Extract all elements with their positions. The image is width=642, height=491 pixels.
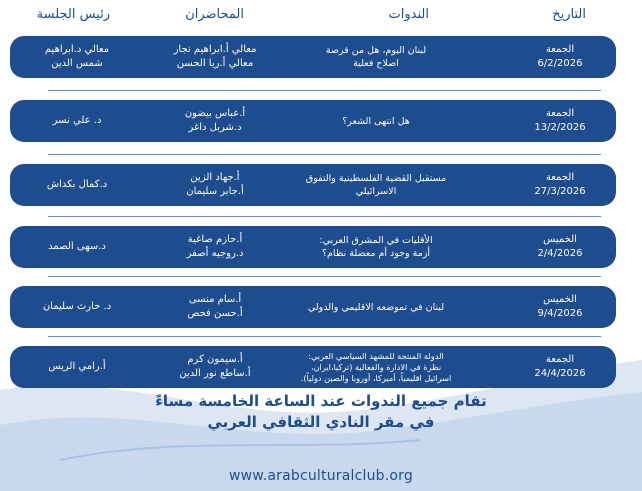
seminar-topic-line: الدولة المنتجة للمشهد السياسي العربي: xyxy=(308,350,444,361)
seminar-topic-line: لبنان اليوم، هل من فرصة xyxy=(325,45,427,56)
seminar-date-cell xyxy=(506,346,614,388)
seminar-lecturer-line: أ.جابر سليمان xyxy=(186,186,244,197)
seminar-day: الخميس xyxy=(543,294,577,305)
seminar-lecturer-line: أ.حازم صاغية xyxy=(187,234,243,245)
seminar-chair-cell xyxy=(12,346,142,388)
seminar-lecturers-cell xyxy=(150,346,280,388)
seminar-date-cell xyxy=(506,226,614,268)
seminar-date: 27/3/2026 xyxy=(534,186,586,197)
seminar-topic-cell xyxy=(288,286,464,328)
seminar-chair-line: شمس الدين xyxy=(51,58,103,69)
footer-venue-note: في مقر النادي الثقافي العربي xyxy=(207,413,435,431)
seminar-date: 9/4/2026 xyxy=(537,308,583,319)
seminar-day: الجمعة xyxy=(545,44,575,55)
seminar-day: الجمعة xyxy=(545,354,575,365)
seminar-chair-line: معالي د.ابراهيم xyxy=(44,44,110,55)
seminar-row xyxy=(10,36,616,78)
seminar-date: 24/4/2026 xyxy=(534,368,586,379)
seminar-lecturer-line: أ.سام منسى xyxy=(188,294,242,305)
header-lecturers: المحاضران xyxy=(185,7,244,22)
header-date: التاريخ xyxy=(552,7,586,22)
seminar-topic-cell xyxy=(288,226,464,268)
seminar-date: 2/4/2026 xyxy=(537,248,583,259)
seminar-date-cell xyxy=(506,36,614,78)
seminar-lecturer-line: أ.عباس بيضون xyxy=(184,108,246,119)
seminar-day: الخميس xyxy=(543,234,577,245)
row-separator xyxy=(48,216,601,217)
seminar-day: الجمعة xyxy=(545,108,575,119)
seminar-chair-cell xyxy=(12,164,142,206)
seminar-row xyxy=(10,100,616,142)
website-link[interactable]: www.arabculturalclub.org xyxy=(229,468,413,484)
seminar-topic-cell xyxy=(288,346,464,388)
seminar-lecturer-line: أ.حسن فحص xyxy=(187,308,243,319)
seminar-lecturer-line: د.شربل داغر xyxy=(188,122,242,133)
seminar-lecturer-line: أ.سيمون كرم xyxy=(187,354,243,365)
seminar-date: 6/2/2026 xyxy=(537,58,583,69)
seminar-chair-cell xyxy=(12,36,142,78)
seminar-row xyxy=(10,226,616,268)
seminar-lecturer-line: معالي أ.ريا الحسن xyxy=(176,58,254,69)
seminar-topic-line: هل انتهى الشعر؟ xyxy=(342,115,410,127)
seminar-date-cell xyxy=(506,164,614,206)
row-separator xyxy=(48,90,601,91)
seminar-chair-cell xyxy=(12,226,142,268)
seminar-topic-line: اسرائيل اقليمياً، أميركا، أوروبا والصين دولياً). xyxy=(300,372,452,383)
header-topics: الندوات xyxy=(388,7,429,22)
seminar-topic-line: مستقبل القضية الفلسطينية والتفوق xyxy=(305,173,447,184)
seminar-chair-line: د.كمال بكداش xyxy=(46,179,108,190)
header-chair: رئيس الجلسة xyxy=(36,7,110,22)
seminar-row xyxy=(10,286,616,328)
seminar-chair-line: د.سهى الصمد xyxy=(48,241,106,252)
seminar-day: الجمعة xyxy=(545,172,575,183)
seminar-lecturer-line: د.روجيه أصفر xyxy=(186,248,244,259)
seminar-chair-cell xyxy=(12,100,142,142)
seminar-date-cell xyxy=(506,286,614,328)
seminar-chair-line: د. علي نسر xyxy=(52,115,102,126)
seminar-chair-line: أ.رامي الريس xyxy=(48,361,106,372)
row-separator xyxy=(48,154,601,155)
seminar-topic-cell xyxy=(288,100,464,142)
seminar-lecturer-line: معالي أ.ابراهيم نجار xyxy=(173,44,257,55)
row-separator xyxy=(48,336,601,337)
seminar-lecturers-cell xyxy=(150,36,280,78)
seminar-date-cell xyxy=(506,100,614,142)
seminar-lecturers-cell xyxy=(150,226,280,268)
seminar-topic-cell xyxy=(288,164,464,206)
seminar-topic-line: أزمة وجود أم معضلة نظام؟ xyxy=(322,248,431,259)
seminar-chair-line: د. حارث سليمان xyxy=(42,301,112,312)
table-header xyxy=(0,0,642,32)
seminar-topic-cell xyxy=(288,36,464,78)
seminar-lecturers-cell xyxy=(150,286,280,328)
seminar-topic-line: الاسرائيلي xyxy=(355,186,397,197)
seminar-row xyxy=(10,346,616,388)
seminar-topic-line: الأقليات في المشرق العربي: xyxy=(319,235,433,246)
seminar-lecturers-cell xyxy=(150,100,280,142)
seminar-lecturer-line: أ.جهاد الزين xyxy=(190,172,240,183)
seminar-lecturers-cell xyxy=(150,164,280,206)
footer-time-note: تقام جميع الندوات عند الساعة الخامسة مساءً xyxy=(155,392,487,410)
seminar-chair-cell xyxy=(12,286,142,328)
seminar-row xyxy=(10,164,616,206)
seminar-date: 13/2/2026 xyxy=(534,122,586,133)
seminar-lecturer-line: أ.ساطع نور الدين xyxy=(179,368,251,379)
row-separator xyxy=(48,276,601,277)
seminar-topic-line: اصلاح فعلية xyxy=(353,58,399,69)
seminar-topic-line: نظرة في الادارة والفعالية (تركيا،ايران، xyxy=(310,361,442,372)
seminar-topic-line: لبنان في تموضعه الاقليمي والدولي xyxy=(307,301,445,313)
